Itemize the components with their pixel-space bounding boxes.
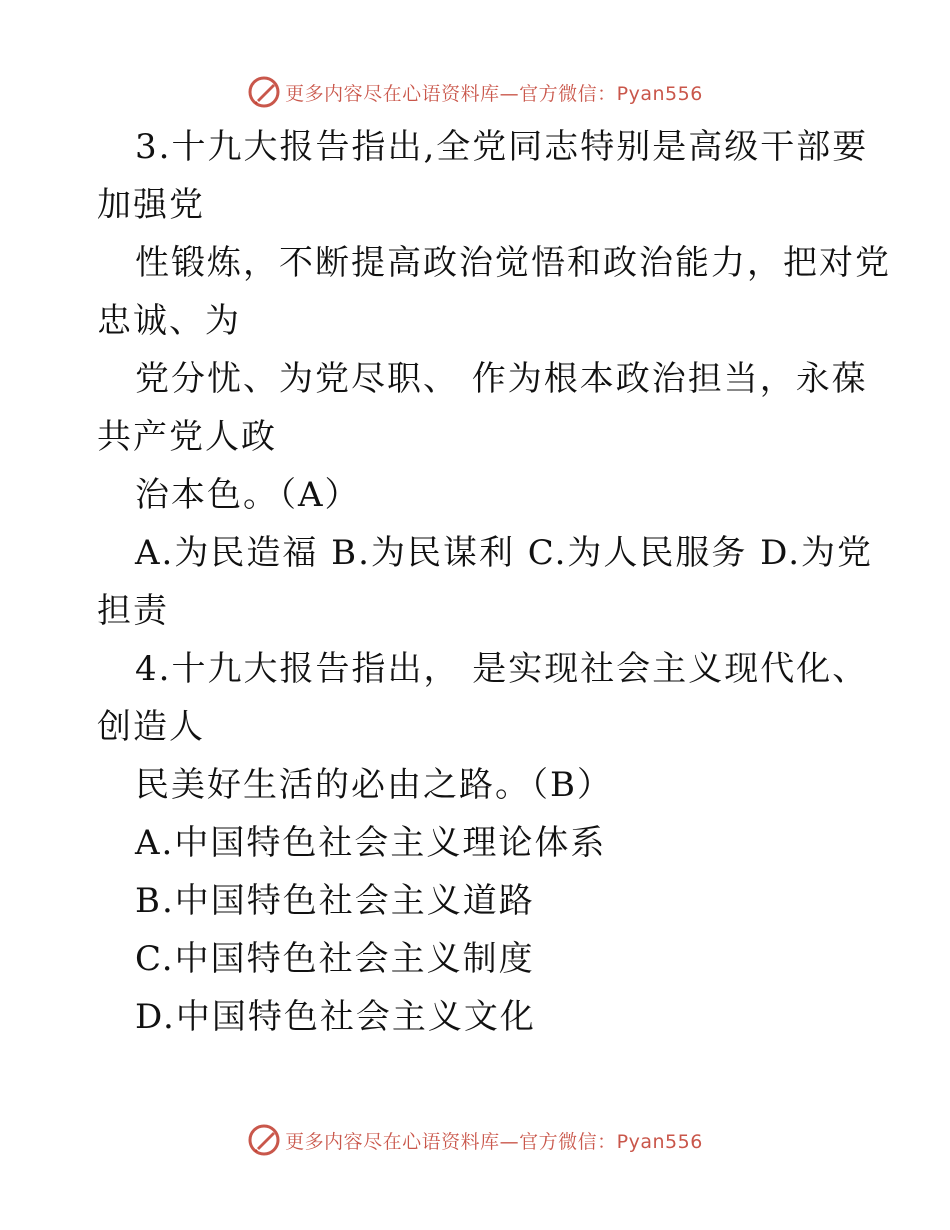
text-line: 忠诚、为 xyxy=(97,301,241,341)
header-watermark xyxy=(0,72,950,112)
text-line: 担责 xyxy=(97,591,169,631)
watermark-text: 更多内容尽在心语资料库—官方微信：Pyan556 xyxy=(285,1130,703,1153)
text-line: 3.十九大报告指出,全党同志特别是高级干部要 xyxy=(135,127,869,167)
answer-options-line: A.为民造福 B.为民谋利 C.为人民服务 D.为党 xyxy=(135,533,874,573)
text-line: 加强党 xyxy=(97,185,205,225)
footer-watermark xyxy=(0,1120,950,1160)
answer-option: C.中国特色社会主义制度 xyxy=(135,939,535,979)
answer-option: A.中国特色社会主义理论体系 xyxy=(135,823,607,863)
text-line: 性锻炼，不断提高政治觉悟和政治能力，把对党 xyxy=(135,243,891,283)
text-line: 创造人 xyxy=(97,707,205,747)
quill-seal-icon xyxy=(247,75,281,109)
answer-option: D.中国特色社会主义文化 xyxy=(135,997,536,1037)
text-line: 共产党人政 xyxy=(97,417,277,457)
text-line: 4.十九大报告指出， 是实现社会主义现代化、 xyxy=(135,649,869,689)
document-body xyxy=(97,118,891,1046)
answer-option: B.中国特色社会主义道路 xyxy=(135,881,535,921)
text-line: 民美好生活的必由之路。（B） xyxy=(135,765,613,805)
text-line: 治本色。（A） xyxy=(135,475,361,515)
watermark-text: 更多内容尽在心语资料库—官方微信：Pyan556 xyxy=(285,82,703,105)
text-line: 党分忧、为党尽职、 作为根本政治担当，永葆 xyxy=(135,359,868,399)
quill-seal-icon xyxy=(247,1123,281,1157)
